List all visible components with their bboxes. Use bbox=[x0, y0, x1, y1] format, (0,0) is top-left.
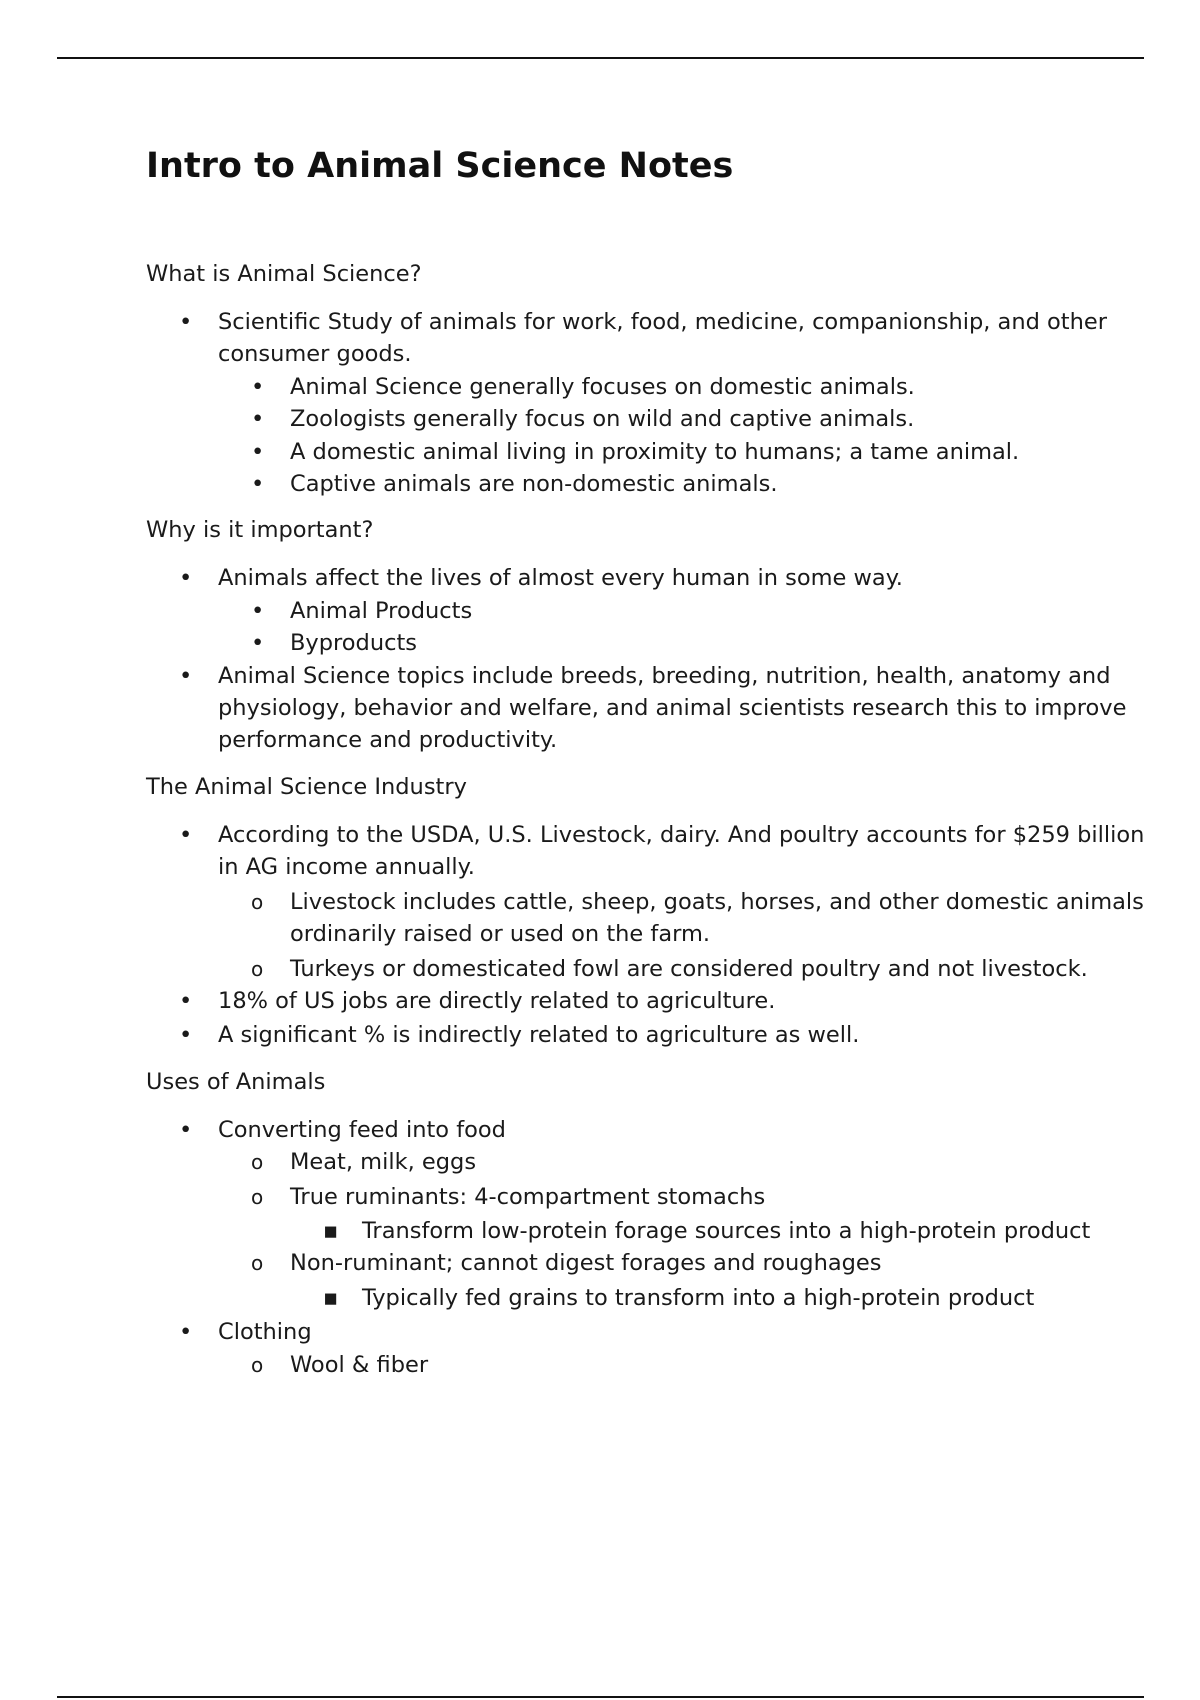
square-bullet-icon bbox=[323, 1282, 338, 1314]
bullet-icon bbox=[179, 1316, 192, 1348]
bullet-icon bbox=[179, 819, 192, 851]
list-item: • Converting feed into food bbox=[146, 1114, 1146, 1146]
bullet-icon bbox=[179, 562, 192, 594]
list-item: ▪ Typically fed grains to transform into a high-protein product bbox=[146, 1282, 1146, 1314]
bullet-icon bbox=[179, 985, 192, 1017]
bullet-icon bbox=[251, 371, 264, 403]
list-item: o Meat, milk, eggs bbox=[146, 1146, 1146, 1178]
list-item: • Animal Products bbox=[146, 595, 1146, 627]
bullet-icon bbox=[179, 1114, 192, 1146]
section-list-why-important bbox=[146, 562, 1146, 756]
bullet-icon bbox=[251, 403, 264, 435]
bullet-icon bbox=[251, 595, 264, 627]
section-heading-industry: The Animal Science Industry bbox=[146, 773, 467, 800]
list-item: • A domestic animal living in proximity to humans; a tame animal. bbox=[146, 436, 1146, 468]
section-heading-what-is: What is Animal Science? bbox=[146, 261, 422, 287]
list-item: ▪ Transform low-protein forage sources into a high-protein product bbox=[146, 1215, 1146, 1247]
circle-bullet-icon bbox=[251, 953, 263, 985]
bullet-icon bbox=[251, 436, 264, 468]
list-item: • Animal Science topics include breeds, breeding, nutrition, health, anatomy and physiology, behavior and welfare, and animal scientists research this to improve performance and productivity. bbox=[146, 660, 1146, 757]
list-item: o Turkeys or domesticated fowl are considered poultry and not livestock. bbox=[146, 953, 1146, 985]
list-item: o Livestock includes cattle, sheep, goats, horses, and other domestic animals ordinarily raised or used on the farm. bbox=[146, 886, 1146, 951]
bullet-icon bbox=[251, 627, 264, 659]
circle-bullet-icon bbox=[251, 1181, 263, 1213]
list-item: o Wool & fiber bbox=[146, 1349, 1146, 1381]
list-item: • According to the USDA, U.S. Livestock, dairy. And poultry accounts for $259 billion in AG income annually. bbox=[146, 819, 1146, 884]
list-item: • Animal Science generally focuses on domestic animals. bbox=[146, 371, 1146, 403]
list-item: • Clothing bbox=[146, 1316, 1146, 1348]
bullet-icon bbox=[179, 1019, 192, 1051]
circle-bullet-icon bbox=[251, 1146, 263, 1178]
section-list-industry bbox=[146, 819, 1146, 1052]
bottom-rule bbox=[57, 1696, 1144, 1698]
section-heading-why-important: Why is it important? bbox=[146, 517, 374, 544]
bullet-icon bbox=[179, 660, 192, 692]
top-rule bbox=[57, 57, 1144, 59]
section-list-uses bbox=[146, 1114, 1146, 1381]
document-title: Intro to Animal Science Notes bbox=[146, 146, 734, 186]
section-list-what-is bbox=[146, 306, 1146, 500]
document-body bbox=[146, 140, 1146, 1395]
square-bullet-icon bbox=[323, 1215, 338, 1247]
list-item: o True ruminants: 4-compartment stomachs bbox=[146, 1181, 1146, 1213]
circle-bullet-icon bbox=[251, 1247, 263, 1279]
list-item: • A significant % is indirectly related to agriculture as well. bbox=[146, 1019, 1146, 1051]
list-item: • Zoologists generally focus on wild and captive animals. bbox=[146, 403, 1146, 435]
circle-bullet-icon bbox=[251, 886, 263, 918]
circle-bullet-icon bbox=[251, 1349, 263, 1381]
bullet-icon bbox=[251, 468, 264, 500]
section-heading-uses: Uses of Animals bbox=[146, 1068, 326, 1095]
list-item: • Animals affect the lives of almost every human in some way. bbox=[146, 562, 1146, 594]
bullet-icon bbox=[179, 306, 192, 338]
list-item: • Byproducts bbox=[146, 627, 1146, 659]
list-item: o Non-ruminant; cannot digest forages and roughages bbox=[146, 1247, 1146, 1279]
list-item: • Captive animals are non-domestic animals. bbox=[146, 468, 1146, 500]
list-item: • Scientific Study of animals for work, food, medicine, companionship, and other consumer goods. bbox=[146, 306, 1146, 371]
list-item: • 18% of US jobs are directly related to agriculture. bbox=[146, 985, 1146, 1017]
